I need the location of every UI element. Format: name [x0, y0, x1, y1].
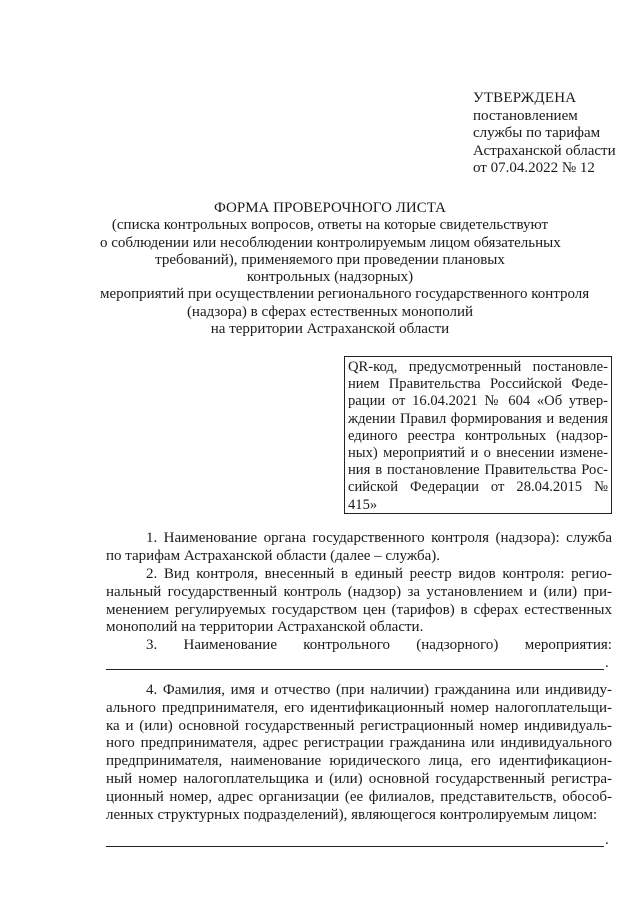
item-2-line: монополий на территории Астраханской области.	[106, 619, 424, 636]
item-3-word: Наименование	[183, 637, 277, 653]
approval-line: постановлением	[473, 107, 578, 124]
item-3-end-dot: .	[605, 655, 609, 671]
qr-code-box	[344, 356, 612, 514]
qr-box-line: ния в постановление Правительства Рос-	[348, 462, 608, 479]
form-title-line: (списка контрольных вопросов, ответы на которые свидетельствуют	[111, 217, 549, 234]
approval-line: службы по тарифам	[473, 125, 601, 141]
form-title-line: о соблюдении или несоблюдении контролируемым лицом обязательных	[100, 234, 561, 251]
form-title-line: требований), применяемого при проведении плановых	[155, 251, 505, 268]
form-title-line: на территории Астраханской области	[210, 321, 450, 338]
approval-heading: УТВЕРЖДЕНА	[473, 90, 577, 106]
item-1	[106, 530, 612, 566]
item-4-line: ного предпринимателя, адрес регистрации гражданина или индивидуального	[106, 735, 612, 752]
item-4-line: 4. Фамилия, имя и отчество (при наличии) гражданина или индивиду-	[146, 682, 612, 698]
item-4-line: ального предпринимателя, его идентификационный номер налогоплательщи-	[106, 699, 612, 716]
approval-line: от 07.04.2022 № 12	[473, 160, 595, 176]
form-title-line: контрольных (надзорных)	[246, 269, 414, 286]
item-4-line: ка и (или) основной государственный регистрационный номер индивидуаль-	[106, 717, 612, 734]
form-title	[100, 200, 590, 338]
item-4-line: предпринимателя, наименование юридического лица, его идентификацион-	[106, 753, 612, 770]
item-4-line: ционный номер, адрес организации (ее филиалов, представительств, обособ-	[106, 788, 612, 805]
item-4-fill-line	[106, 846, 604, 847]
qr-box-line: ных) мероприятий и о внесении измене-	[348, 445, 608, 462]
form-title-line: мероприятий при осуществлении регионального государственного контроля	[100, 286, 590, 303]
item-4	[106, 682, 612, 824]
qr-box-line: единого реестра контрольных (надзор-	[348, 427, 608, 444]
item-4-line: ленных структурных подразделений), являющегося контролируемым лицом:	[106, 806, 598, 823]
item-4-line: ный номер налогоплательщика и (или) основной государственный регистра-	[106, 770, 612, 787]
qr-box-line: 415»	[348, 496, 378, 513]
item-1-line: 1. Наименование органа государственного контроля (надзора): служба	[146, 530, 612, 546]
qr-box-line: сийской Федерации от 28.04.2015 №	[348, 479, 608, 496]
item-3	[106, 637, 612, 655]
approval-block	[473, 90, 616, 178]
item-3-word: контрольного	[303, 637, 390, 653]
item-3-word: мероприятия:	[524, 637, 612, 653]
item-2-line: менением регулируемых государством цен (тарифов) в сферах естественных	[106, 601, 612, 618]
form-title-main: ФОРМА ПРОВЕРОЧНОГО ЛИСТА	[213, 200, 447, 216]
qr-box-line: рации от 16.04.2021 № 604 «Об утвер-	[348, 393, 608, 410]
item-4-end-dot: .	[605, 832, 609, 848]
item-3-word: 3.	[146, 637, 158, 653]
item-2-line: нальный государственный контроль (надзор) за установлением и (или) при-	[106, 583, 612, 600]
item-2-line: 2. Вид контроля, внесенный в единый реестр видов контроля: регио-	[146, 566, 612, 582]
qr-box-line: QR-код, предусмотренный постановле-	[348, 359, 608, 375]
item-1-line: по тарифам Астраханской области (далее – служба).	[106, 547, 441, 564]
item-3-word: (надзорного)	[416, 637, 499, 653]
item-3-fill-line	[106, 669, 604, 670]
qr-box-line: ждении Правил формирования и ведения	[348, 410, 608, 427]
item-2	[106, 566, 612, 637]
qr-box-line: нием Правительства Российской Феде-	[348, 376, 608, 393]
approval-line: Астраханской области	[473, 142, 616, 159]
form-title-line: (надзора) в сферах естественных монополий	[186, 303, 474, 320]
